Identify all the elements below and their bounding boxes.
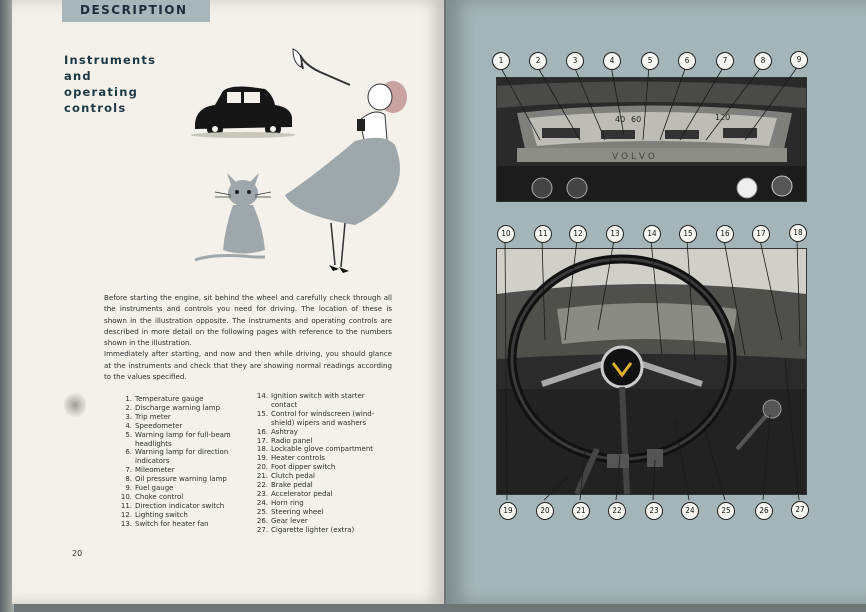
callout-marker: 11 xyxy=(534,225,552,243)
callout-marker: 24 xyxy=(681,502,699,520)
component-list-left xyxy=(116,395,231,529)
callout-marker: 16 xyxy=(716,225,734,243)
callout-marker: 22 xyxy=(608,502,626,520)
section-header: DESCRIPTION xyxy=(80,3,188,17)
callout-marker: 20 xyxy=(536,502,554,520)
list-item: 1. Temperature gauge xyxy=(125,395,204,403)
intro-text xyxy=(104,292,392,382)
car-illustration xyxy=(191,87,295,139)
list-item: 14. Ignition switch with starter xyxy=(256,392,365,400)
volvo-badge-text: V O L V O xyxy=(612,152,655,162)
list-item: 10. Choke control xyxy=(120,492,184,501)
callout-marker: 9 xyxy=(790,51,808,69)
callout-marker: 15 xyxy=(679,225,697,243)
list-item: 22. Brake pedal xyxy=(256,481,313,490)
list-item: 23. Accelerator pedal xyxy=(256,489,333,498)
list-item: 6. Warning lamp for direction xyxy=(125,448,229,457)
heading-line: and xyxy=(64,69,92,83)
callout-marker: 25 xyxy=(717,502,735,520)
list-item: 17. Radio panel xyxy=(256,436,313,445)
trumpet-woman-illustration xyxy=(285,49,407,273)
list-item: 26. Gear lever xyxy=(256,516,308,525)
callout-marker: 27 xyxy=(791,501,809,519)
speedo-label: 120 xyxy=(715,113,731,122)
list-item: 8. Oil pressure warning lamp xyxy=(125,475,227,484)
list-item: indicators xyxy=(135,457,170,466)
list-item: 27. Cigarette lighter (extra) xyxy=(256,525,355,534)
heading-line: Instruments xyxy=(64,53,157,67)
callout-marker: 4 xyxy=(603,52,621,70)
cat-illustration xyxy=(195,173,271,260)
list-item: headlights xyxy=(135,439,172,448)
speedo-label: 60 xyxy=(631,115,642,124)
list-item: 21. Clutch pedal xyxy=(256,472,315,481)
callout-marker: 17 xyxy=(752,225,770,243)
list-item: 3. Trip meter xyxy=(125,412,171,421)
callout-marker: 12 xyxy=(569,225,587,243)
callout-marker: 13 xyxy=(606,225,624,243)
intro-paragraph: Immediately after starting, and now and then while driving, you should glance at the instruments and check that they are showing normal readings according to the values specified. xyxy=(104,349,392,382)
callout-marker: 2 xyxy=(529,52,547,70)
list-item: 15. Control for windscreen (wind- xyxy=(256,409,375,418)
callout-marker: 6 xyxy=(678,52,696,70)
page-number: 20 xyxy=(72,549,83,558)
list-item: 12. Lighting switch xyxy=(120,510,188,519)
heading-line: operating xyxy=(64,85,139,99)
list-item: 7. Mileometer xyxy=(125,466,175,475)
list-item: 9. Fuel gauge xyxy=(125,484,174,493)
callout-marker: 7 xyxy=(716,52,734,70)
callout-marker: 14 xyxy=(643,225,661,243)
callout-marker: 8 xyxy=(754,52,772,70)
component-list-right xyxy=(252,392,374,535)
list-item: 24. Horn ring xyxy=(256,498,304,507)
callout-marker: 26 xyxy=(755,502,773,520)
steering-wheel-photo xyxy=(496,248,807,495)
callout-marker: 3 xyxy=(566,52,584,70)
intro-paragraph: Before starting the engine, sit behind the wheel and carefully check through all the instruments and controls you need for driving. The location of these is shown in the illustration opposite. The instruments and operating controls are described in more detail on the following pages with reference to the numbers shown in the illustration. xyxy=(104,293,392,348)
list-item: 2. Discharge warning lamp xyxy=(125,403,221,412)
callout-marker: 23 xyxy=(645,502,663,520)
callout-marker: 18 xyxy=(789,224,807,242)
instrument-panel-photo xyxy=(496,77,807,202)
page-smudge xyxy=(64,390,86,420)
list-item: 20. Foot dipper switch xyxy=(256,463,336,472)
list-item: 11. Direction indicator switch xyxy=(120,501,225,510)
callout-marker: 5 xyxy=(641,52,659,70)
list-item: 19. Heater controls xyxy=(256,454,325,463)
page-heading xyxy=(64,52,156,116)
list-item: 5. Warning lamp for full-beam xyxy=(125,430,231,439)
callout-marker: 1 xyxy=(492,52,510,70)
list-item: 13. Switch for heater fan xyxy=(120,519,209,528)
callout-marker: 19 xyxy=(499,502,517,520)
list-item: shield) wipers and washers xyxy=(271,418,367,427)
callout-marker: 10 xyxy=(497,225,515,243)
list-item: 4. Speedometer xyxy=(125,421,183,430)
cartoon-illustration xyxy=(175,45,415,280)
list-item: 16. Ashtray xyxy=(256,427,298,436)
heading-line: controls xyxy=(64,101,127,115)
list-item: 18. Lockable glove compartment xyxy=(256,445,374,454)
callout-marker: 21 xyxy=(572,502,590,520)
list-item: contact xyxy=(271,400,298,409)
speedo-label: 40 xyxy=(615,115,626,124)
list-item: 25. Steering wheel xyxy=(256,507,324,516)
